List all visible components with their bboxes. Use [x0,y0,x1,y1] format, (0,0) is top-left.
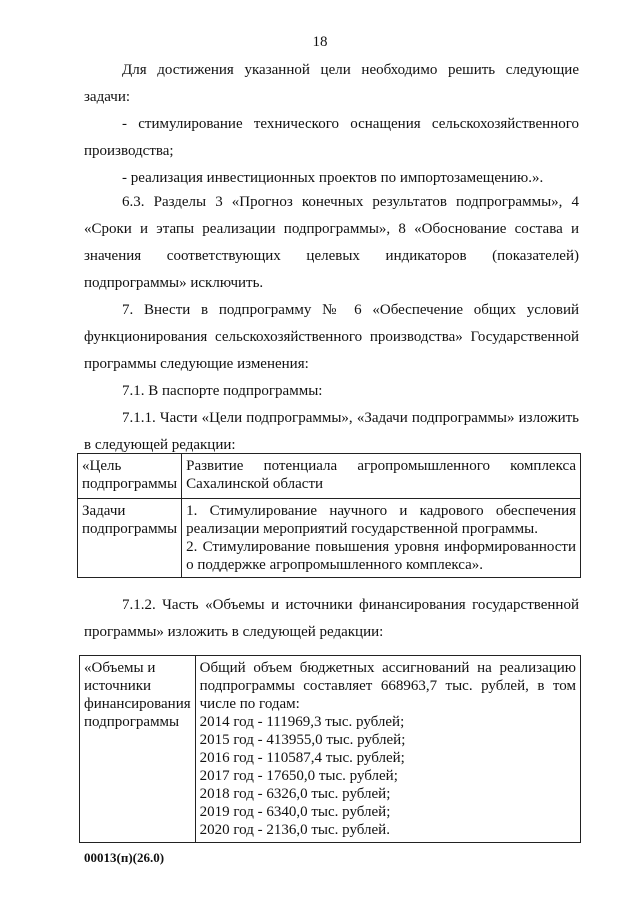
table-row [78,499,581,578]
table-label-cell: «Объемы и источники финансирования подпрограммы [80,656,196,843]
task-item: 1. Стимулирование научного и кадрового обеспечения реализации мероприятий государственной программы. [186,503,576,537]
paragraph-goal-tasks: Для достижения указанной цели необходимо решить следующие задачи: [84,62,579,105]
financing-year-line: 2016 год - 110587,4 тыс. рублей; [199,750,405,766]
financing-year-line: 2014 год - 111969,3 тыс. рублей; [199,714,405,730]
financing-table [79,655,581,843]
paragraph-7-1: 7.1. В паспорте подпрограммы: [122,383,323,399]
financing-year-line: 2019 год - 6340,0 тыс. рублей; [199,804,391,820]
document-code: 00013(п)(26.0) [84,850,165,865]
table-content-cell [182,499,581,578]
goal-text: Развитие потенциала агропромышленного комплекса Сахалинской области [186,458,576,492]
financing-intro: Общий объем бюджетных ассигнований на реализацию подпрограммы составляет 668963,7 тыс. рублей, в том числе по годам: [199,660,576,712]
financing-year-line: 2017 год - 17650,0 тыс. рублей; [199,768,398,784]
table-content-cell [182,454,581,499]
financing-year-line: 2015 год - 413955,0 тыс. рублей; [199,732,406,748]
financing-year-line: 2020 год - 2136,0 тыс. рублей. [199,822,390,838]
table-content-cell [195,656,580,843]
table-label-cell: Задачи подпрограммы [78,499,182,578]
paragraph-7-1-1: 7.1.1. Части «Цели подпрограммы», «Задачи подпрограммы» изложить в следующей редакции: [84,410,579,453]
paragraph-task-1: - стимулирование технического оснащения сельскохозяйственного производства; [84,116,579,159]
paragraph-task-2: - реализация инвестиционных проектов по импортозамещению.». [122,170,544,186]
table-row [78,454,581,499]
paragraph-7-1-2: 7.1.2. Часть «Объемы и источники финансирования государственной программы» изложить в следующей редакции: [84,597,579,640]
task-item: 2. Стимулирование повышения уровня информированности о поддержке агропромышленного комплекса». [186,539,576,573]
page-number: 18 [312,34,328,50]
goals-tasks-table [77,453,581,578]
paragraph-7: 7. Внести в подпрограмму № 6 «Обеспечение общих условий функционирования сельскохозяйственного производства» Государственной программы следующие изменения: [84,302,579,372]
table-row [80,656,581,843]
table-label-cell: «Цель подпрограммы [78,454,182,499]
paragraph-6-3: 6.3. Разделы 3 «Прогноз конечных результатов подпрограммы», 4 «Сроки и этапы реализации подпрограммы», 8 «Обоснование состава и значения соответствующих целевых индикаторов (показателей) подпрограммы» исключить. [84,194,579,291]
financing-year-line: 2018 год - 6326,0 тыс. рублей; [199,786,391,802]
